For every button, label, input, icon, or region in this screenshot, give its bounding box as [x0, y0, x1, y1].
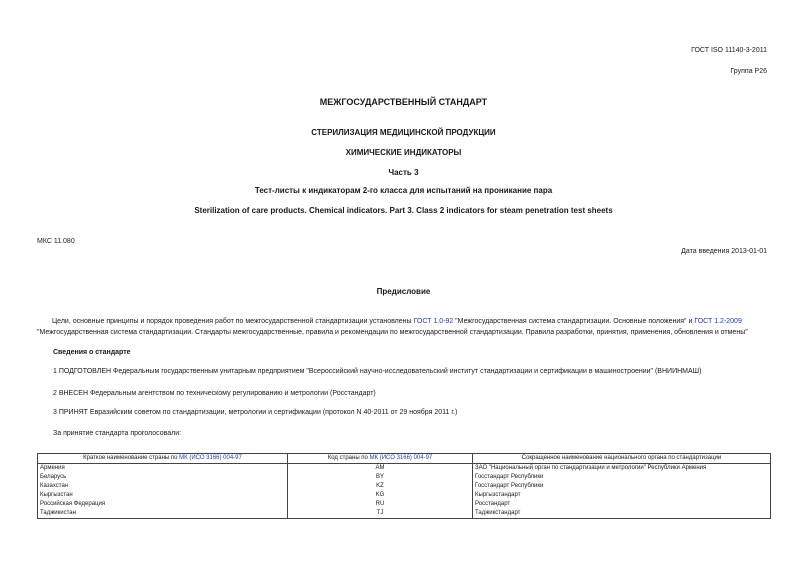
country-cell: Казахстан [38, 482, 288, 491]
subtitle: ХИМИЧЕСКИЕ ИНДИКАТОРЫ [345, 148, 462, 157]
preface-paragraph [37, 316, 771, 338]
body-cell: ЗАО "Национальный орган по стандартизации и метрологии" Республики Армения [473, 464, 771, 474]
code-cell: KZ [288, 482, 473, 491]
body-cell: Таджикстандарт [473, 509, 771, 519]
english-title: Sterilization of care products. Chemical indicators. Part 3. Class 2 indicators for steam penetration test sheets [194, 206, 613, 215]
code-cell: KG [288, 491, 473, 500]
mk-iso-3166-link[interactable]: МК (ИСО 3166) 004-97 [179, 455, 242, 461]
preface-text-2: "Межгосударственная система стандартизации. Основные положения" и [453, 318, 695, 325]
code-cell: AM [288, 464, 473, 474]
preface-text-1: Цели, основные принципы и порядок проведения работ по межгосударственной стандартизации установлены [52, 318, 414, 325]
country-cell: Армения [38, 464, 288, 474]
code-cell: RU [288, 500, 473, 509]
info-heading: Сведения о стандарте [53, 349, 131, 356]
voted-label: За принятие стандарта проголосовали: [53, 430, 182, 437]
preface-heading: Предисловие [376, 287, 431, 296]
gost-1-0-92-link[interactable]: ГОСТ 1.0-92 [413, 318, 454, 325]
main-title: СТЕРИЛИЗАЦИЯ МЕДИЦИНСКОЙ ПРОДУКЦИИ [311, 128, 496, 137]
doc-code: ГОСТ ISO 11140-3-2011 [691, 47, 767, 54]
part-label: Часть 3 [388, 168, 419, 177]
country-cell: Таджикистан [38, 509, 288, 519]
mks-code: МКС 11.080 [37, 238, 75, 245]
voting-table [37, 453, 771, 519]
info-item-2: 2 ВНЕСЕН Федеральным агентством по техническому регулированию и метрологии (Росстандарт) [53, 390, 376, 397]
country-cell: Кыргызстан [38, 491, 288, 500]
part-title: Тест-листы к индикаторам 2-го класса для испытаний на проникание пара [254, 186, 553, 195]
body-cell: Росстандарт [473, 500, 771, 509]
gost-1-2-2009-link[interactable]: ГОСТ 1.2-2009 [694, 318, 742, 325]
info-item-3: 3 ПРИНЯТ Евразийским советом по стандартизации, метрологии и сертификации (протокол N 40-2011 от 29 ноября 2011 г.) [53, 409, 458, 416]
preface-text-3: "Межгосударственная система стандартизации. Стандарты межгосударственные, правила и рекомендации по межгосударственной стандартизации. Правила разработки, принятия, применения, обновления и отмены" [37, 329, 748, 336]
code-cell: BY [288, 473, 473, 482]
column-header-body: Сокращенное наименование национального органа по стандартизации [473, 454, 771, 464]
table-header-row [38, 454, 771, 464]
country-cell: Российская Федерация [38, 500, 288, 509]
country-cell: Беларусь [38, 473, 288, 482]
info-item-1: 1 ПОДГОТОВЛЕН Федеральным государственным унитарным предприятием "Всероссийский научно-исследовательский институт стандартизации и сертификации в машиностроении" (ВНИИНМАШ) [53, 368, 702, 375]
table-row [38, 491, 771, 500]
group-label: Группа Р26 [730, 68, 767, 75]
mk-iso-3166-code-link[interactable]: МК (ИСО 3166) 004-97 [369, 455, 433, 461]
intro-date: Дата введения 2013-01-01 [681, 248, 767, 255]
standard-type: МЕЖГОСУДАРСТВЕННЫЙ СТАНДАРТ [319, 97, 488, 107]
table-row [38, 473, 771, 482]
table-row [38, 500, 771, 509]
code-cell: TJ [288, 509, 473, 519]
column-header-country: Краткое наименование страны по МК (ИСО 3166) 004-97 [38, 454, 288, 464]
table-row [38, 464, 771, 474]
body-cell: Госстандарт Республики [473, 482, 771, 491]
body-cell: Кыргызстандарт [473, 491, 771, 500]
body-cell: Госстандарт Республики [473, 473, 771, 482]
table-row [38, 509, 771, 519]
column-header-code: Код страны по МК (ИСО 3166) 004-97 [288, 454, 473, 464]
table-row [38, 482, 771, 491]
